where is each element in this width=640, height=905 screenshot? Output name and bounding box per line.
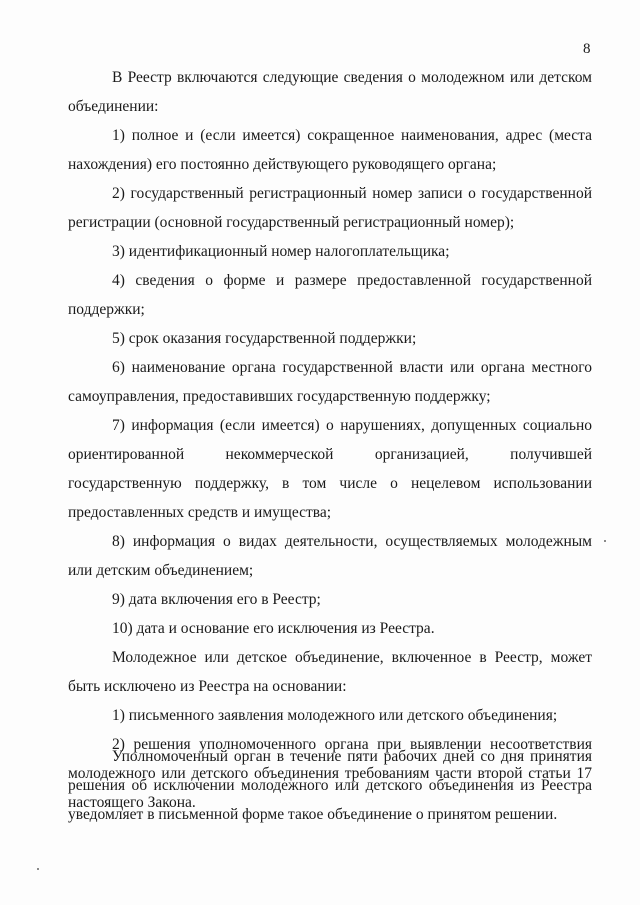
scan-speck [37,868,39,870]
exclusion-intro-paragraph: Молодежное или детское объединение, включенное в Реестр, может быть исключено из Реестра на основании: [68,649,592,695]
list-item: 2) государственный регистрационный номер записи о государственной регистрации (основной государственный регистрационный номер); [68,185,592,231]
exclusion-list-item: 2) решения уполномоченного органа при выявлении несоответствия молодежного или детского объединения требованиям части второй статьи 17 настоящего Закона. [68,736,592,811]
list-item: 4) сведения о форме и размере предоставленной государственной поддержки; [68,272,592,318]
scan-speck [604,540,606,542]
list-item: 8) информация о видах деятельности, осуществляемых молодежным или детским объединением; [68,533,592,579]
final-paragraph-block [68,742,592,829]
page-number: 8 [583,41,591,57]
intro-paragraph: В Реестр включаются следующие сведения о молодежном или детском объединении: [68,69,592,115]
list-item: 9) дата включения его в Реестр; [112,591,321,608]
document-body [68,63,592,817]
list-item: 10) дата и основание его исключения из Реестра. [112,620,435,637]
list-item: 1) полное и (если имеется) сокращенное наименования, адрес (места нахождения) его постоянно действующего руководящего органа; [68,127,592,173]
list-item: 5) срок оказания государственной поддержки; [112,330,417,347]
list-item: 3) идентификационный номер налогоплательщика; [112,243,450,260]
final-paragraph: Уполномоченный орган в течение пяти рабочих дней со дня принятия решения об исключении молодежного или детского объединения из Реестра уведомляет в письменной форме такое объединение о принятом решении. [68,748,592,823]
exclusion-list-item: 1) письменного заявления молодежного или детского объединения; [112,707,558,724]
list-item: 7) информация (если имеется) о нарушениях, допущенных социально ориентированной некоммерческой организацией, получившей государственную поддержку, в том числе о нецелевом использовании предоставленных средств и имущества; [68,417,592,521]
list-item: 6) наименование органа государственной власти или органа местного самоуправления, предоставивших государственную поддержку; [68,359,592,405]
